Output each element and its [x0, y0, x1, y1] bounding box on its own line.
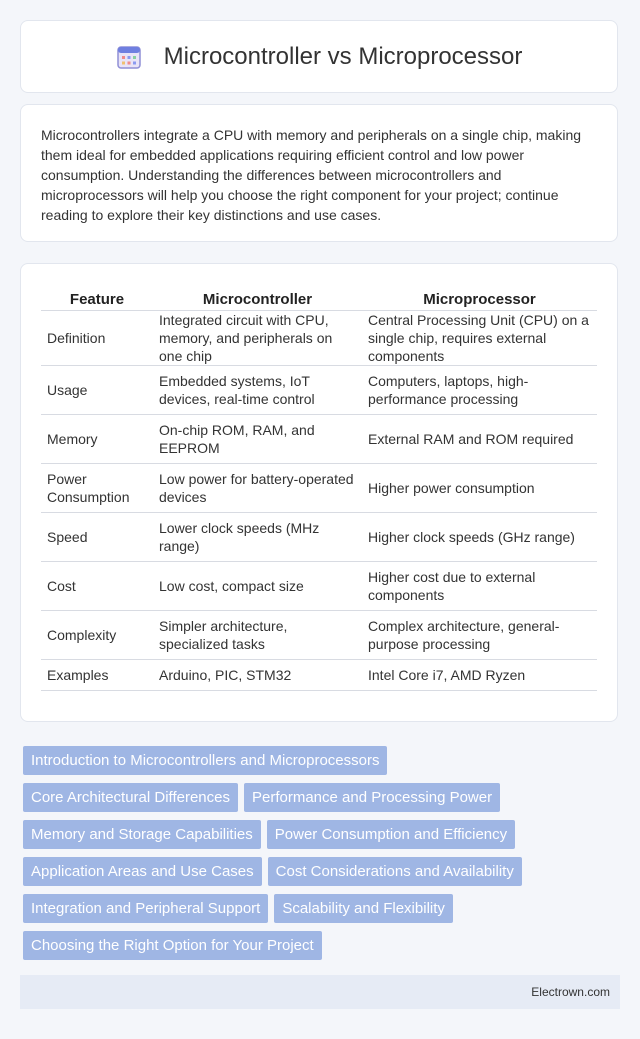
microcontroller-cell: Lower clock speeds (MHz range)	[153, 513, 362, 562]
microprocessor-cell: Intel Core i7, AMD Ryzen	[362, 660, 597, 691]
microprocessor-cell: Higher cost due to external components	[362, 562, 597, 611]
microprocessor-cell: Complex architecture, general-purpose processing	[362, 611, 597, 660]
footer-site-link[interactable]: Electrown.com	[531, 985, 610, 999]
tag-power-consumption[interactable]: Power Consumption and Efficiency	[267, 820, 515, 849]
feature-cell: Complexity	[41, 611, 153, 660]
calendar-icon	[116, 44, 142, 70]
tag-memory-storage[interactable]: Memory and Storage Capabilities	[23, 820, 261, 849]
table-row	[41, 660, 597, 691]
header-microprocessor: Microprocessor	[362, 286, 597, 311]
microprocessor-cell: Higher power consumption	[362, 464, 597, 513]
microcontroller-cell: On-chip ROM, RAM, and EEPROM	[153, 415, 362, 464]
tag-choosing-right-option[interactable]: Choosing the Right Option for Your Project	[23, 931, 322, 960]
table-row	[41, 415, 597, 464]
microcontroller-cell: Simpler architecture, specialized tasks	[153, 611, 362, 660]
tag-core-architectural-differences[interactable]: Core Architectural Differences	[23, 783, 238, 812]
page-title: Microcontroller vs Microprocessor	[163, 42, 523, 70]
tag-integration-peripheral[interactable]: Integration and Peripheral Support	[23, 894, 268, 923]
tag-performance[interactable]: Performance and Processing Power	[244, 783, 500, 812]
feature-cell: Memory	[41, 415, 153, 464]
tag-application-areas[interactable]: Application Areas and Use Cases	[23, 857, 262, 886]
table-row	[41, 611, 597, 660]
intro-card	[20, 104, 618, 242]
tag-introduction[interactable]: Introduction to Microcontrollers and Microprocessors	[23, 746, 387, 775]
tag-scalability[interactable]: Scalability and Flexibility	[274, 894, 453, 923]
footer	[20, 975, 620, 1009]
comparison-table-card	[20, 263, 618, 722]
microcontroller-cell: Embedded systems, IoT devices, real-time control	[153, 366, 362, 415]
intro-text: Microcontrollers integrate a CPU with memory and peripherals on a single chip, making them ideal for embedded applications requiring efficient control and low power consumption. Understanding the differences between microcontrollers and microprocessors will help you choose the right component for your project; continue reading to explore their key distinctions and use cases.	[41, 127, 582, 223]
feature-cell: Speed	[41, 513, 153, 562]
feature-cell: Usage	[41, 366, 153, 415]
header-microcontroller: Microcontroller	[153, 286, 362, 311]
feature-cell: Power Consumption	[41, 464, 153, 513]
table-header-row	[41, 286, 597, 311]
tag-cost-considerations[interactable]: Cost Considerations and Availability	[268, 857, 522, 886]
header-feature: Feature	[41, 286, 153, 311]
title-card	[20, 20, 618, 93]
comparison-table	[41, 286, 597, 691]
microprocessor-cell: Computers, laptops, high-performance processing	[362, 366, 597, 415]
table-row	[41, 366, 597, 415]
microcontroller-cell: Integrated circuit with CPU, memory, and peripherals on one chip	[153, 311, 362, 366]
feature-cell: Examples	[41, 660, 153, 691]
microcontroller-cell: Low power for battery-operated devices	[153, 464, 362, 513]
microcontroller-cell: Arduino, PIC, STM32	[153, 660, 362, 691]
microprocessor-cell: Central Processing Unit (CPU) on a single chip, requires external components	[362, 311, 597, 366]
table-row	[41, 464, 597, 513]
microprocessor-cell: External RAM and ROM required	[362, 415, 597, 464]
table-row	[41, 562, 597, 611]
microprocessor-cell: Higher clock speeds (GHz range)	[362, 513, 597, 562]
table-row	[41, 513, 597, 562]
feature-cell: Cost	[41, 562, 153, 611]
table-row	[41, 311, 597, 366]
topic-tags	[23, 746, 623, 968]
microcontroller-cell: Low cost, compact size	[153, 562, 362, 611]
feature-cell: Definition	[41, 311, 153, 366]
